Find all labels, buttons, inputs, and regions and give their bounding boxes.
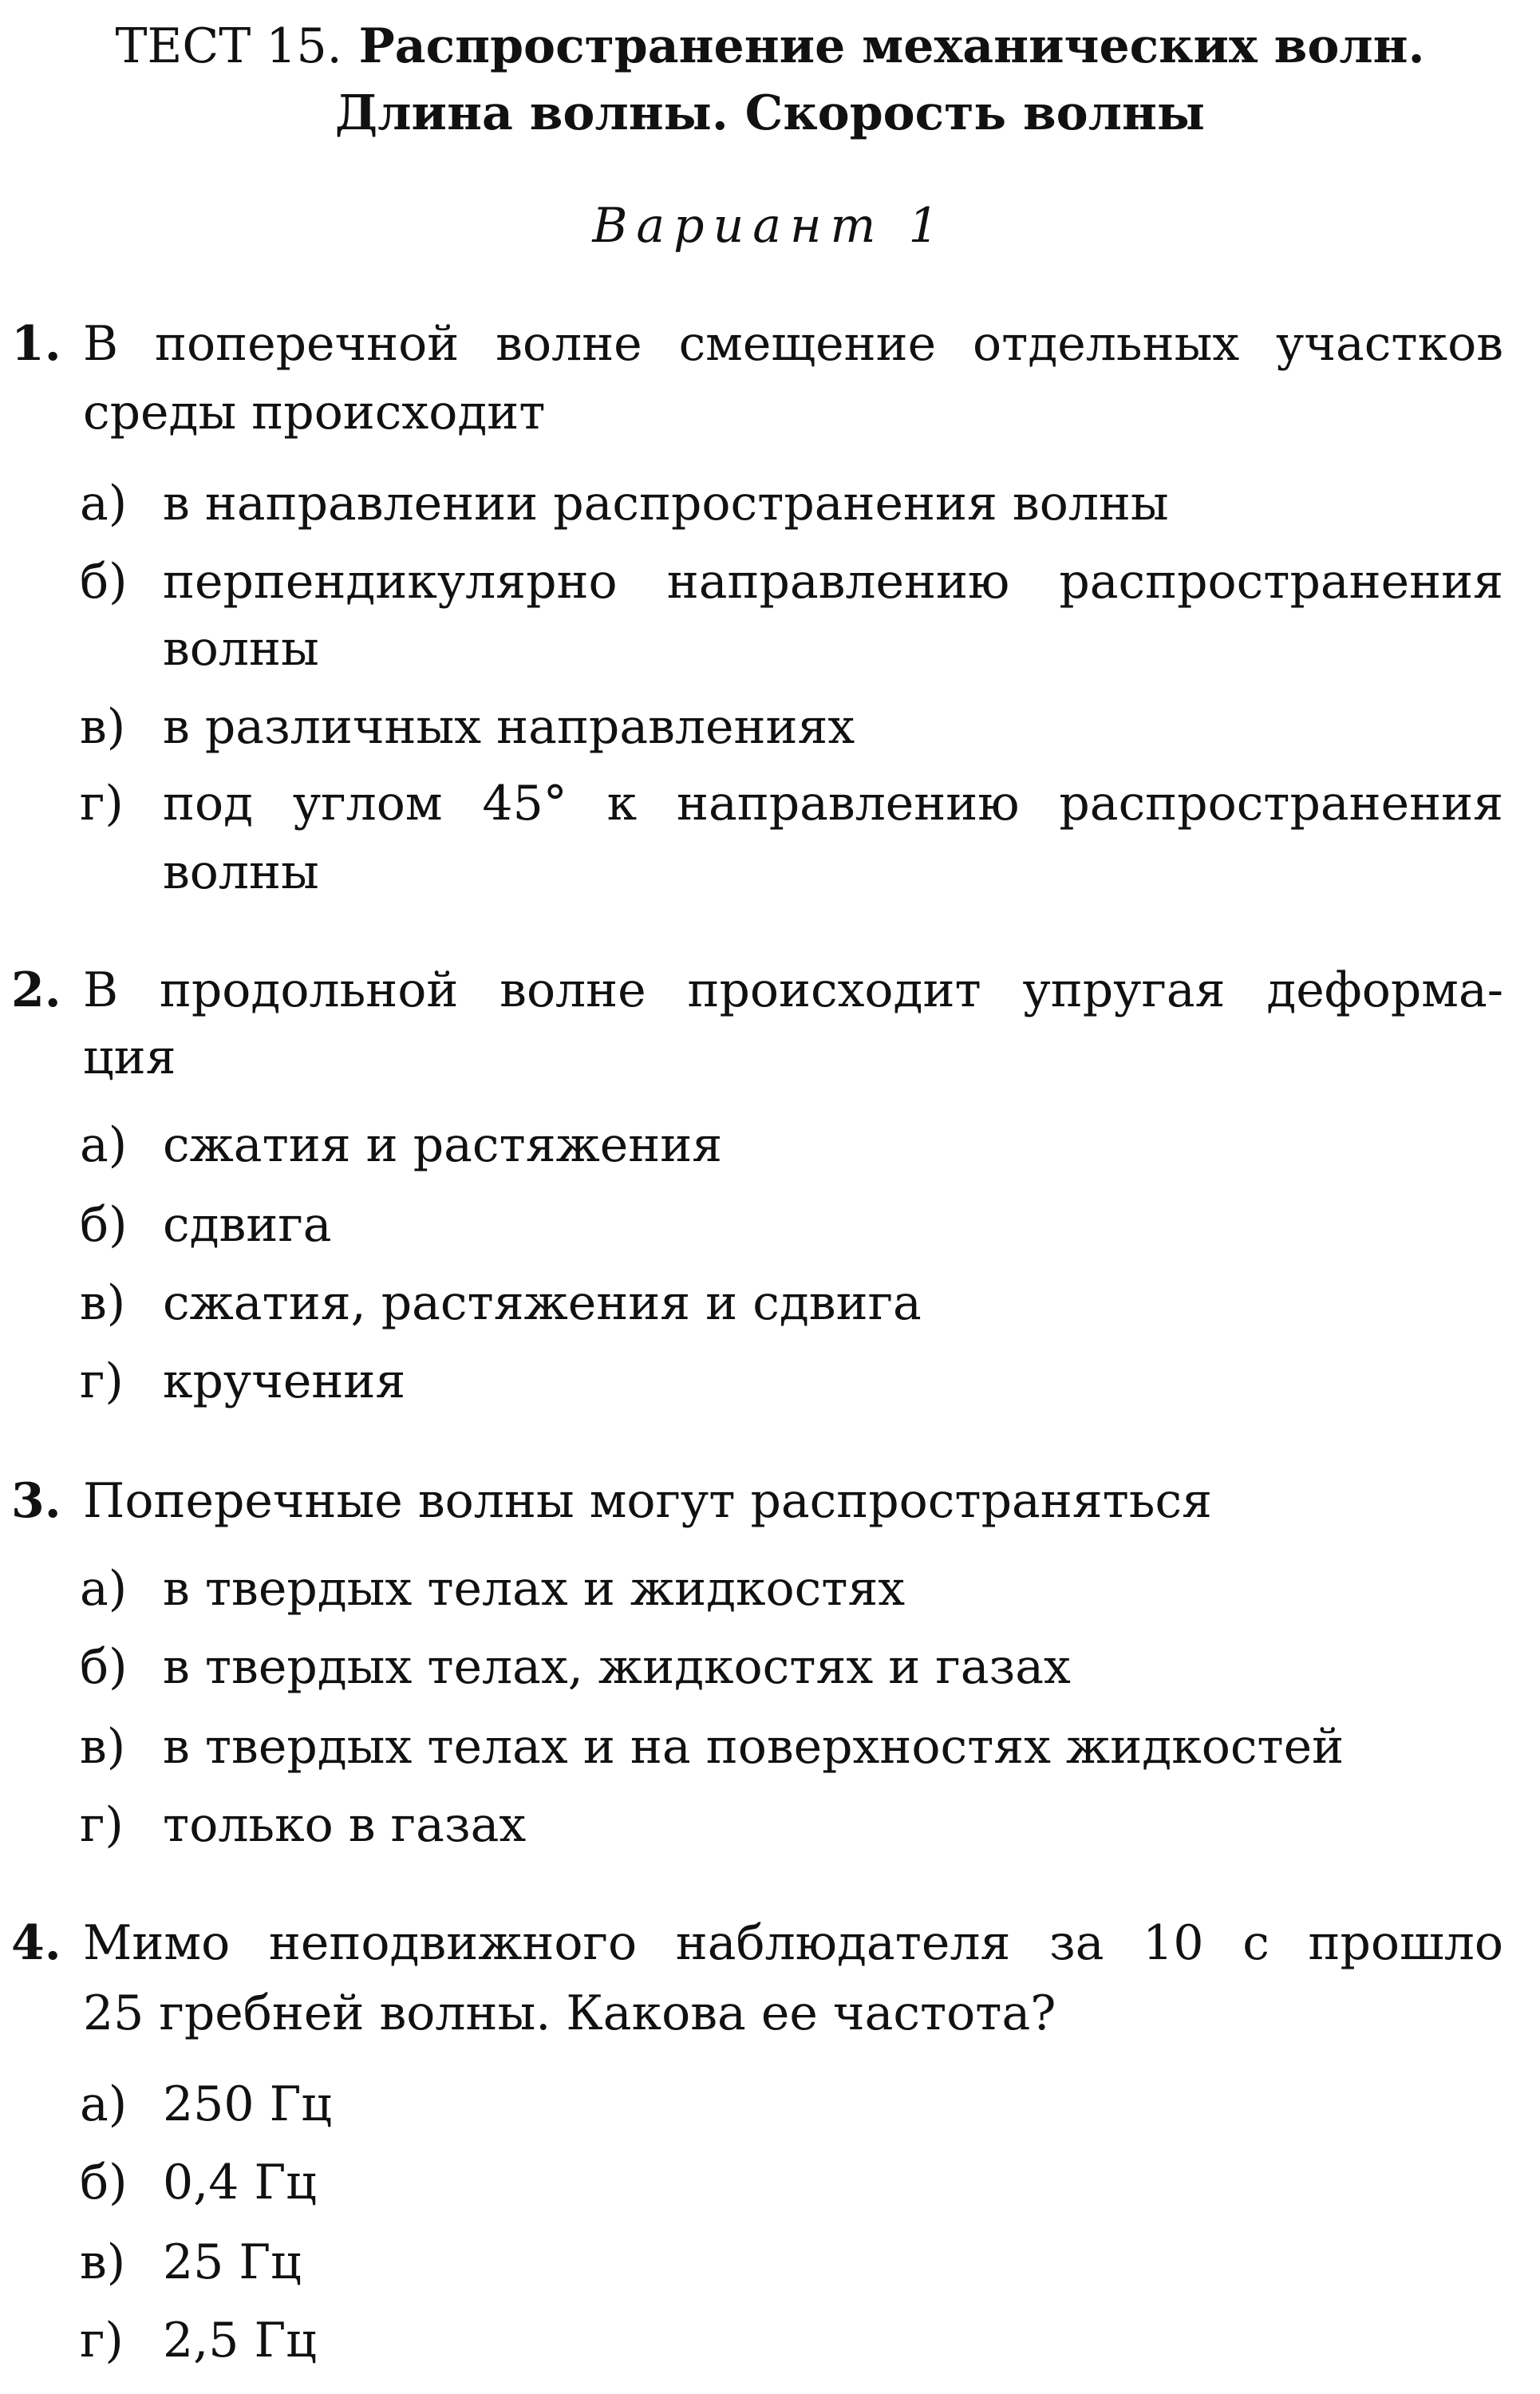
- question-text-line: Мимо неподвижного наблюдателя за 10 с прошло: [83, 1915, 1503, 1971]
- variant-heading: Вариант 1: [592, 198, 948, 254]
- question-text-line: среды происходит: [83, 385, 546, 440]
- option-label: г): [80, 2313, 124, 2368]
- option-text: в твердых телах и на поверхностях жидкостей: [163, 1719, 1345, 1775]
- option-text: в различных направлениях: [163, 699, 855, 755]
- option-text: под углом 45° к направлению распространения: [163, 776, 1503, 832]
- option-label: в): [80, 699, 126, 755]
- option-label: в): [80, 1719, 126, 1775]
- option-text: кручения: [163, 1353, 406, 1409]
- option-label: а): [80, 1561, 128, 1617]
- option-text: в твердых телах и жидкостях: [163, 1561, 906, 1617]
- option-text: волны: [163, 844, 319, 900]
- option-label: а): [80, 476, 128, 531]
- option-text: 25 Гц: [163, 2234, 302, 2290]
- option-label: г): [80, 1353, 124, 1409]
- question-text-line: 25 гребней волны. Какова ее частота?: [83, 1985, 1056, 2041]
- option-text: 2,5 Гц: [163, 2313, 317, 2368]
- question-text-line: Поперечные волны могут распространяться: [83, 1473, 1212, 1529]
- option-text: в направлении распространения волны: [163, 476, 1169, 531]
- option-text: сжатия, растяжения и сдвига: [163, 1275, 922, 1331]
- option-label: б): [80, 554, 128, 610]
- page-title-line-1: [0, 18, 1540, 75]
- test-number: ТЕСТ 15.: [115, 18, 342, 74]
- option-label: б): [80, 1639, 128, 1695]
- question-text-line: ция: [83, 1029, 176, 1085]
- option-label: г): [80, 776, 124, 832]
- question-number: 3.: [11, 1473, 61, 1529]
- option-label: а): [80, 2076, 128, 2132]
- option-text: в твердых телах, жидкостях и газах: [163, 1639, 1071, 1695]
- option-text: перпендикулярно направлению распространения: [163, 554, 1503, 610]
- question-text-line: В продольной волне происходит упругая деформа-: [83, 962, 1503, 1018]
- option-label: б): [80, 2155, 128, 2210]
- question-number: 2.: [11, 962, 61, 1018]
- option-text: 250 Гц: [163, 2076, 332, 2132]
- option-label: в): [80, 1275, 126, 1331]
- question-number: 1.: [11, 316, 61, 372]
- option-label: а): [80, 1117, 128, 1173]
- option-label: г): [80, 1797, 124, 1853]
- question-number: 4.: [11, 1915, 61, 1971]
- option-text: 0,4 Гц: [163, 2155, 317, 2210]
- option-text: только в газах: [163, 1797, 527, 1853]
- option-text: сдвига: [163, 1197, 332, 1253]
- option-text: волны: [163, 621, 319, 677]
- title-topic: Распространение механических волн.: [358, 18, 1425, 74]
- page-title-line-2: Длина волны. Скорость волны: [334, 85, 1206, 141]
- question-text-line: В поперечной волне смещение отдельных участков: [83, 316, 1503, 372]
- option-text: сжатия и растяжения: [163, 1117, 723, 1173]
- option-label: в): [80, 2234, 126, 2290]
- option-label: б): [80, 1197, 128, 1253]
